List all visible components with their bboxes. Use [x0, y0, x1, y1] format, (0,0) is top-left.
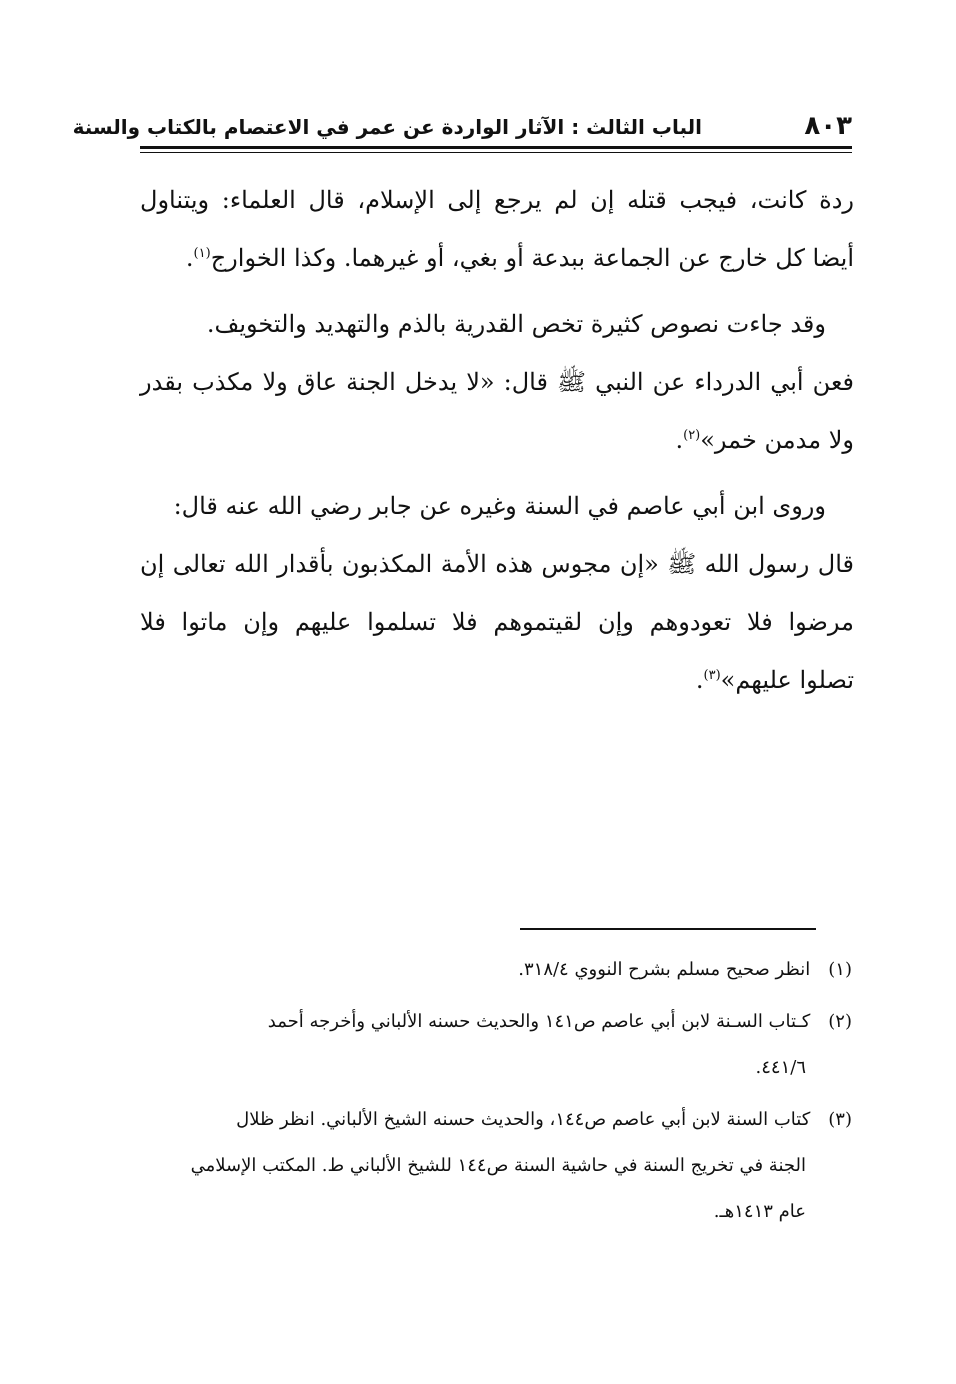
footnote-ref-3[interactable]: (٣)	[703, 668, 721, 683]
footnote-1	[140, 955, 852, 1001]
footnote-text: ٤٤١/٦.	[755, 1057, 806, 1078]
footnote-number: (٢)	[828, 1011, 852, 1032]
header-rule-thin	[140, 152, 852, 153]
footnote-text: الجنة في تخريج السنة في حاشية السنة ص١٤٤ للشيخ الألباني ط. المكتب الإسلامي	[190, 1155, 806, 1176]
page-number: ٨٠٣	[804, 111, 852, 141]
text-line: تصلوا عليهم»$^{(٣)}$.	[695, 666, 854, 694]
footnote-3	[140, 1105, 852, 1151]
footnote-text: كـتاب السـنة لابن أبي عاصم ص١٤١ والحديث حسنه الألباني وأخرجه أحمد	[267, 1011, 811, 1032]
header-rule-thick	[140, 146, 852, 149]
main-text	[140, 178, 854, 716]
text-line: مرضوا فلا تعودوهم وإن لقيتموهم فلا تسلموا عليهم وإن ماتوا فلا	[140, 608, 854, 636]
footnote-3-continued	[140, 1151, 852, 1197]
footnote-2	[140, 1007, 852, 1053]
footnote-number: (٣)	[828, 1109, 852, 1130]
footnote-2-continued	[140, 1053, 852, 1099]
footnote-separator	[520, 928, 816, 930]
footnote-ref-2[interactable]: (٢)	[683, 428, 701, 443]
footnote-text: انظر صحيح مسلم بشرح النووي ٣١٨/٤.	[518, 959, 811, 980]
text-line: أيضا كل خارج عن الجماعة ببدعة أو بغي، أو غيرهما. وكذا الخوارج$^{(١)}$.	[185, 244, 854, 272]
footnote-ref-1[interactable]: (١)	[193, 246, 211, 261]
text-line: وقد جاءت نصوص كثيرة تخص القدرية بالذم والتهديد والتخويف.	[206, 310, 826, 338]
text-line: وروى ابن أبي عاصم في السنة وغيره عن جابر رضي الله عنه قال:	[173, 492, 826, 520]
text-line: قال رسول الله ﷺ «إن مجوس هذه الأمة المكذبون بأقدار الله تعالى إن	[140, 550, 854, 578]
chapter-title: الباب الثالث : الآثار الواردة عن عمر في الاعتصام بالكتاب والسنة	[72, 115, 702, 139]
text-line: ردة كانت، فيجب قتله إن لم يرجع إلى الإسلام، قال العلماء: ويتناول	[140, 186, 854, 214]
footnote-text: كتاب السنة لابن أبي عاصم ص١٤٤، والحديث حسنه الشيخ الألباني. انظر ظلال	[236, 1109, 811, 1130]
footnote-number: (١)	[828, 959, 852, 980]
text-line: فعن أبي الدرداء عن النبي ﷺ قال: «لا يدخل الجنة عاق ولا مكذب بقدر	[140, 368, 854, 396]
text-line: ولا مدمن خمر»$^{(٢)}$.	[675, 426, 854, 454]
footnotes	[140, 955, 852, 1243]
footnote-3-continued	[140, 1197, 852, 1243]
running-header	[72, 111, 852, 146]
footnote-text: عام ١٤١٣هـ.	[713, 1201, 806, 1222]
